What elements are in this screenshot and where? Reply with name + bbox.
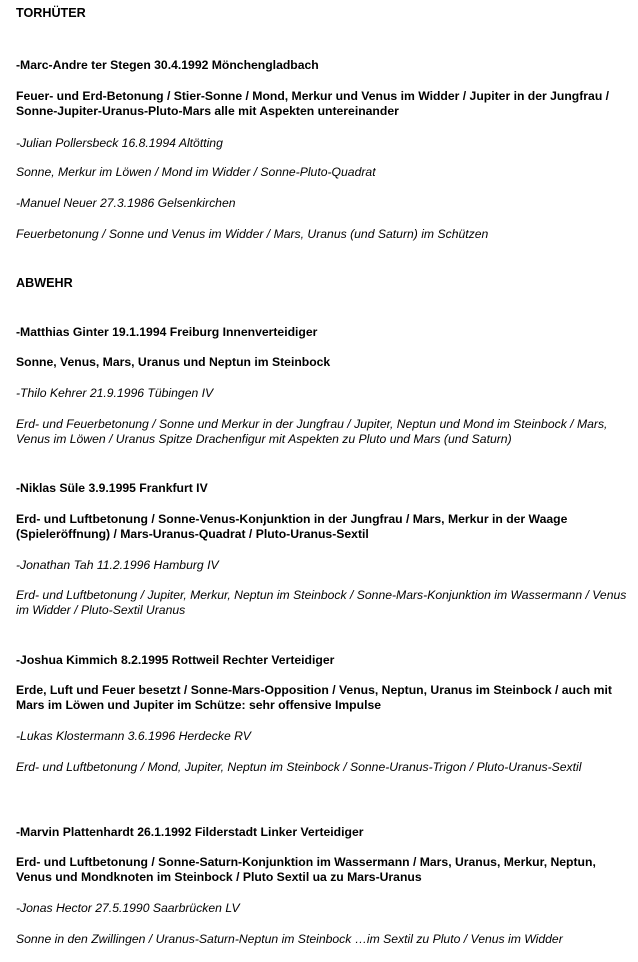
player-description: Erd- und Luftbetonung / Sonne-Venus-Konjunktion in der Jungfrau / Mars, Merkur in der Waage (Spieleröffnung) / Mars-Uranus-Quadrat / Pluto-Uranus-Sextil [16, 512, 568, 541]
player-name-line: -Marvin Plattenhardt 26.1.1992 Filderstadt Linker Verteidiger [16, 825, 364, 839]
player-description: Erd- und Luftbetonung / Sonne-Saturn-Konjunktion im Wassermann / Mars, Uranus, Merkur, Neptun, Venus und Mondknoten im Steinbock / Pluto Sextil ua zu Mars-Uranus [16, 855, 596, 884]
player-name-line: -Lukas Klostermann 3.6.1996 Herdecke RV [16, 729, 251, 743]
player-description: Sonne in den Zwillingen / Uranus-Saturn-Neptun im Steinbock …im Sextil zu Pluto / Venus im Widder [16, 932, 563, 946]
player-name-line: -Thilo Kehrer 21.9.1996 Tübingen IV [16, 386, 214, 400]
player-name-line: -Jonas Hector 27.5.1990 Saarbrücken LV [16, 901, 240, 915]
player-description: Erd- und Feuerbetonung / Sonne und Merkur in der Jungfrau / Jupiter, Neptun und Mond im Steinbock / Mars, Venus im Löwen / Uranus Spitze Drachenfigur mit Aspekten zu Pluto und Mars (und Saturn) [16, 417, 608, 446]
player-name-line: -Matthias Ginter 19.1.1994 Freiburg Innenverteidiger [16, 325, 318, 339]
player-description: Sonne, Venus, Mars, Uranus und Neptun im Steinbock [16, 355, 331, 369]
player-name-line: -Julian Pollersbeck 16.8.1994 Altötting [16, 136, 223, 150]
section-heading-torhueter: TORHÜTER [16, 6, 86, 20]
player-name-line: -Joshua Kimmich 8.2.1995 Rottweil Rechter Verteidiger [16, 653, 335, 667]
section-heading-abwehr: ABWEHR [16, 276, 73, 290]
player-description: Sonne, Merkur im Löwen / Mond im Widder / Sonne-Pluto-Quadrat [16, 165, 376, 179]
player-name-line: -Marc-Andre ter Stegen 30.4.1992 Mönchengladbach [16, 58, 319, 72]
player-description: Feuer- und Erd-Betonung / Stier-Sonne / Mond, Merkur und Venus im Widder / Jupiter in der Jungfrau / Sonne-Jupiter-Uranus-Pluto-Mars alle mit Aspekten untereinander [16, 89, 610, 118]
player-name-line: -Jonathan Tah 11.2.1996 Hamburg IV [16, 558, 219, 572]
player-name-line: -Niklas Süle 3.9.1995 Frankfurt IV [16, 481, 208, 495]
player-name-line: -Manuel Neuer 27.3.1986 Gelsenkirchen [16, 196, 236, 210]
player-description: Erd- und Luftbetonung / Jupiter, Merkur, Neptun im Steinbock / Sonne-Mars-Konjunktion im Wassermann / Venus im Widder / Pluto-Sextil Uranus [16, 588, 627, 617]
player-description: Feuerbetonung / Sonne und Venus im Widder / Mars, Uranus (und Saturn) im Schützen [16, 227, 489, 241]
player-description: Erd- und Luftbetonung / Mond, Jupiter, Neptun im Steinbock / Sonne-Uranus-Trigon / Pluto-Uranus-Sextil [16, 760, 582, 774]
player-description: Erde, Luft und Feuer besetzt / Sonne-Mars-Opposition / Venus, Neptun, Uranus im Steinbock / auch mit Mars im Löwen und Jupiter im Schütze: sehr offensive Impulse [16, 683, 612, 712]
